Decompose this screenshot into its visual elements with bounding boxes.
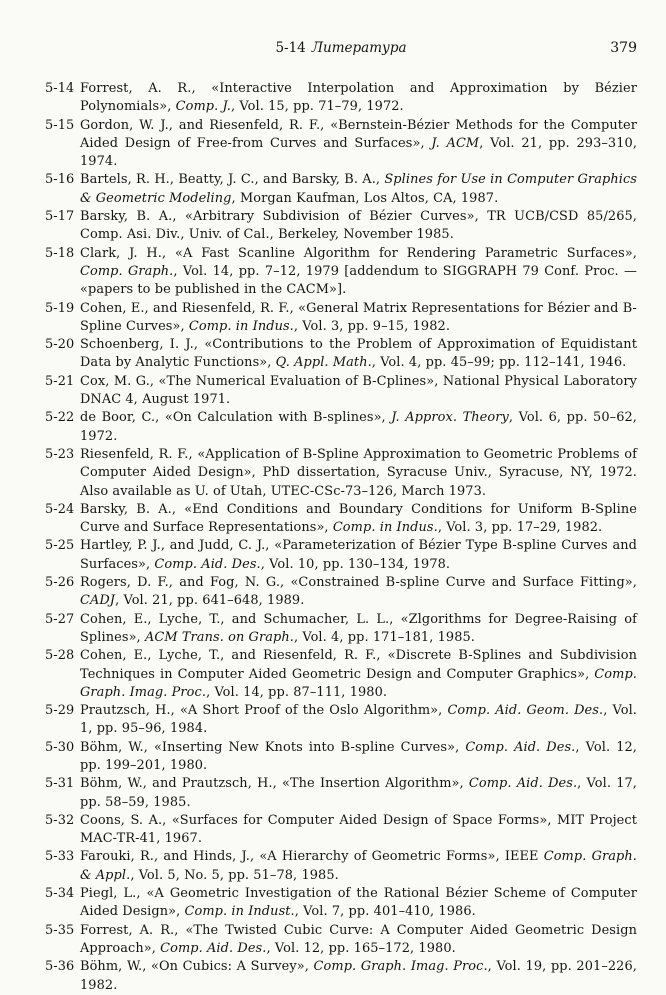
references-list xyxy=(45,80,637,995)
reference-item xyxy=(45,446,637,501)
reference-item xyxy=(45,848,637,885)
reference-number: 5-19 xyxy=(45,300,75,316)
reference-item xyxy=(45,208,637,245)
reference-number: 5-23 xyxy=(45,446,75,462)
reference-item xyxy=(45,373,637,410)
reference-text: Cohen, E., Lyche, T., and Riesenfeld, R. F., «Discrete B-Splines and Subdivision Techniques in Computer Aided Geometric Design and Computer Graphics», Comp. Graph. Imag. Proc., Vol. 14, pp. 87–111, 1980. xyxy=(80,648,637,700)
reference-number: 5-18 xyxy=(45,245,75,261)
reference-number: 5-28 xyxy=(45,648,75,664)
reference-number: 5-14 xyxy=(45,81,75,96)
reference-text: Böhm, W., «Inserting New Knots into B-spline Curves», Comp. Aid. Des., Vol. 12, pp. 199–201, 1980. xyxy=(80,739,637,773)
reference-text: Riesenfeld, R. F., «Application of B-Spline Approximation to Geometric Problems of Computer Aided Design», PhD dissertation, Syracuse Univ., Syracuse, NY, 1972. Also available as U. of Utah, UTEC-CSc-73–126, March 1973. xyxy=(80,446,637,499)
reference-number: 5-33 xyxy=(45,849,75,865)
reference-item xyxy=(45,117,637,172)
reference-item xyxy=(45,775,637,812)
reference-text: de Boor, C., «On Calculation with B-splines», J. Approx. Theory, Vol. 6, pp. 50–62, 1972. xyxy=(80,410,638,444)
reference-text: Farouki, R., and Hinds, J., «A Hierarchy of Geometric Forms», IEEE Comp. Graph. & Appl., Vol. 5, No. 5, pp. 51–78, 1985. xyxy=(80,849,638,883)
reference-text: Clark, J. H., «A Fast Scanline Algorithm for Rendering Parametric Surfaces», Comp. Graph., Vol. 14, pp. 7–12, 1979 [addendum to SIGGRAPH 79 Conf. Proc. — «papers to be published in the CACM»]. xyxy=(80,245,637,298)
reference-item xyxy=(45,409,637,446)
reference-item xyxy=(45,574,637,611)
reference-text: Cohen, E., Lyche, T., and Schumacher, L. L., «Zlgorithms for Degree-Raising of Splines», ACM Trans. on Graph., Vol. 4, pp. 171–181, 1985. xyxy=(80,611,637,645)
reference-item xyxy=(45,922,637,959)
reference-text: Gordon, W. J., and Riesenfeld, R. F., «Bernstein-Bézier Methods for the Computer Aided Design of Free-from Curves and Surfaces», J. ACM, Vol. 21, pp. 293–310, 1974. xyxy=(80,117,638,170)
reference-item xyxy=(45,537,637,574)
reference-text: Coons, S. A., «Surfaces for Computer Aided Design of Space Forms», MIT Project MAC-TR-41, 1967. xyxy=(80,812,637,847)
reference-number: 5-22 xyxy=(45,410,75,426)
reference-text: Bartels, R. H., Beatty, J. C., and Barsky, B. A., Splines for Use in Computer Graphics & Geometric Modeling, Morgan Kaufman, Los Altos, CA, 1987. xyxy=(80,172,637,206)
running-head-title: Литература xyxy=(311,40,407,56)
reference-number: 5-16 xyxy=(45,172,75,188)
reference-item xyxy=(45,958,637,995)
reference-text: Cohen, E., and Riesenfeld, R. F., «General Matrix Representations for Bézier and B-Spline Curves», Comp. in Indus., Vol. 3, pp. 9–15, 1982. xyxy=(80,300,637,334)
reference-number: 5-27 xyxy=(45,611,75,627)
reference-text: Forrest, A. R., «The Twisted Cubic Curve: A Computer Aided Geometric Design Approach», Comp. Aid. Des., Vol. 12, pp. 165–172, 1980. xyxy=(80,922,637,956)
reference-text: Böhm, W., and Prautzsch, H., «The Insertion Algorithm», Comp. Aid. Des., Vol. 17, pp. 58–59, 1985. xyxy=(80,776,638,810)
reference-item xyxy=(45,245,637,300)
reference-item xyxy=(45,171,637,208)
reference-number: 5-36 xyxy=(45,959,75,975)
reference-number: 5-21 xyxy=(45,373,75,389)
reference-text: Cox, M. G., «The Numerical Evaluation of B-Cplines», National Physical Laboratory DNAC 4, August 1971. xyxy=(80,373,637,408)
running-head xyxy=(45,39,637,57)
reference-item xyxy=(45,739,637,776)
reference-item xyxy=(45,702,637,739)
reference-number: 5-15 xyxy=(45,117,75,133)
running-head-center xyxy=(45,39,637,57)
reference-item xyxy=(45,611,637,648)
reference-number: 5-34 xyxy=(45,886,75,902)
reference-number: 5-32 xyxy=(45,812,75,828)
reference-number: 5-24 xyxy=(45,501,75,517)
reference-text: Piegl, L., «A Geometric Investigation of the Rational Bézier Scheme of Computer Aided Design», Comp. in Indust., Vol. 7, pp. 401–410, 1986. xyxy=(80,886,637,920)
reference-number: 5-17 xyxy=(45,209,75,225)
running-head-section: 5-14 xyxy=(275,40,306,56)
page-number: 379 xyxy=(610,40,637,56)
reference-text: Barsky, B. A., «Arbitrary Subdivision of Bézier Curves», TR UCB/CSD 85/265, Comp. Asi. Div., Univ. of Cal., Berkeley, November 1985. xyxy=(80,209,637,243)
reference-number: 5-30 xyxy=(45,739,75,755)
reference-text: Forrest, A. R., «Interactive Interpolation and Approximation by Bézier Polynomials», Comp. J., Vol. 15, pp. 71–79, 1972. xyxy=(80,81,637,115)
reference-text: Prautzsch, H., «A Short Proof of the Oslo Algorithm», Comp. Aid. Geom. Des., Vol. 1, pp. 95–96, 1984. xyxy=(80,703,637,737)
reference-number: 5-25 xyxy=(45,538,75,554)
reference-text: Rogers, D. F., and Fog, N. G., «Constrained B-spline Curve and Surface Fitting», CADJ, Vol. 21, pp. 641–648, 1989. xyxy=(80,575,637,609)
reference-text: Böhm, W., «On Cubics: A Survey», Comp. Graph. Imag. Proc., Vol. 19, pp. 201–226, 1982. xyxy=(80,959,637,993)
reference-number: 5-29 xyxy=(45,703,75,719)
reference-number: 5-35 xyxy=(45,922,75,938)
reference-number: 5-20 xyxy=(45,337,75,353)
reference-text: Hartley, P. J., and Judd, C. J., «Parameterization of Bézier Type B-spline Curves and Surfaces», Comp. Aid. Des., Vol. 10, pp. 130–134, 1978. xyxy=(80,538,637,572)
reference-item xyxy=(45,336,637,373)
reference-number: 5-31 xyxy=(45,776,75,792)
reference-text: Barsky, B. A., «End Conditions and Boundary Conditions for Uniform B-Spline Curve and Surface Representations», Comp. in Indus., Vol. 3, pp. 17–29, 1982. xyxy=(80,501,637,536)
reference-item xyxy=(45,647,637,702)
reference-item xyxy=(45,885,637,922)
reference-item xyxy=(45,300,637,337)
reference-text: Schoenberg, I. J., «Contributions to the Problem of Approximation of Equidistant Data by Analytic Functions», Q. Appl. Math., Vol. 4, pp. 45–99; pp. 112–141, 1946. xyxy=(80,337,637,371)
reference-item xyxy=(45,80,637,117)
reference-number: 5-26 xyxy=(45,575,75,591)
reference-item xyxy=(45,501,637,538)
reference-item xyxy=(45,812,637,849)
